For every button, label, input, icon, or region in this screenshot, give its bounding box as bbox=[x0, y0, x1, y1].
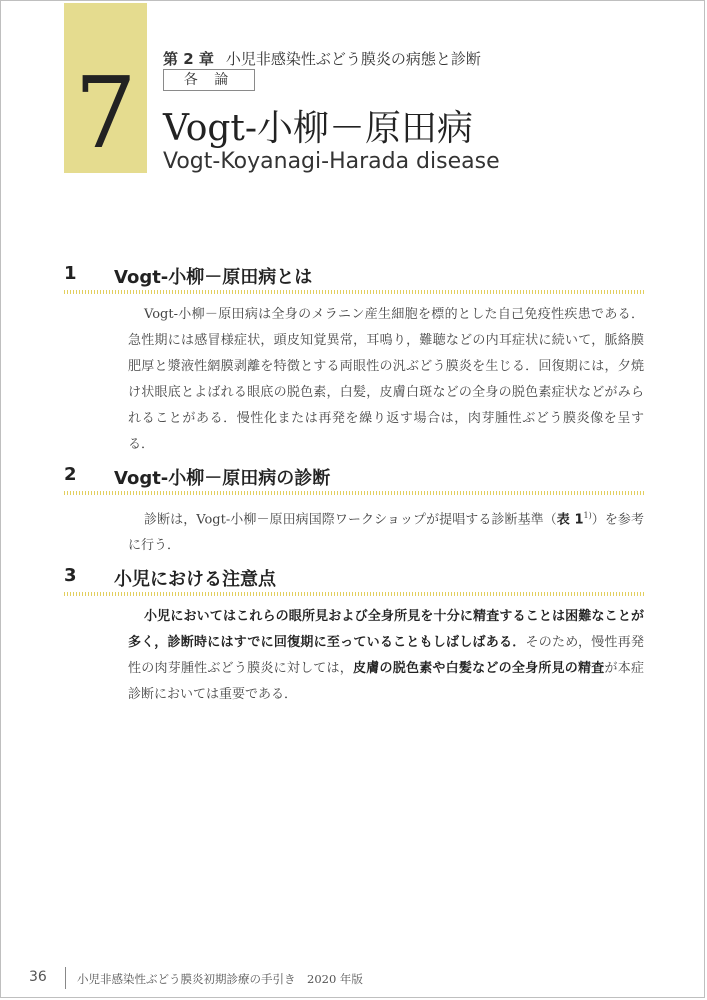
chapter-number-block bbox=[64, 3, 147, 173]
paragraph: 小児においてはこれらの眼所見および全身所見を十分に精査することは困難なことが多く，診断時にはすでに回復期に至っていることもしばしばある．そのため，慢性再発性の肉芽腫性ぶどう膜炎に対しては，皮膚の脱色素や白髪などの全身所見の精査が本症診断においては重要である． bbox=[128, 609, 645, 702]
section-heading bbox=[64, 565, 644, 591]
heading-rule bbox=[64, 491, 644, 495]
page-number: 36 bbox=[29, 969, 47, 985]
paragraph: Vogt‐小柳－原田病は全身のメラニン産生細胞を標的とした自己免疫性疾患である．急性期には感冒様症状，頭皮知覚異常，耳鳴り，難聴などの内耳症状に続いて，脈絡膜肥厚と漿液性網膜剥離を特徴とする両眼性の汎ぶどう膜炎を生じる．回復期には，夕焼け状眼底とよばれる眼底の脱色素，白髪，皮膚白斑などの全身の脱色素症状などがみられることがある．慢性化または再発を繰り返す場合は，肉芽腫性ぶどう膜炎像を呈する． bbox=[128, 307, 644, 452]
section-tag: 各 論 bbox=[163, 69, 255, 91]
section-number: 1 bbox=[64, 263, 77, 284]
citation-reference: 1) bbox=[583, 511, 592, 520]
section-3 bbox=[64, 565, 644, 708]
paragraph: 診断は，Vogt‐小柳－原田病国際ワークショップが提唱する診断基準（表 1$^{1)}$）を参考に行う． bbox=[128, 511, 644, 554]
section-body bbox=[64, 302, 644, 458]
section-number: 2 bbox=[64, 464, 77, 485]
section-number: 3 bbox=[64, 565, 77, 586]
section-body bbox=[64, 604, 644, 708]
section-title: 小児における注意点 bbox=[114, 569, 276, 590]
running-footer-title: 小児非感染性ぶどう膜炎初期診療の手引き 2020 年版 bbox=[77, 972, 363, 986]
chapter-label: 第 2 章 bbox=[163, 50, 214, 68]
heading-rule bbox=[64, 290, 644, 294]
section-heading bbox=[64, 263, 644, 289]
heading-rule bbox=[64, 592, 644, 596]
section-body bbox=[64, 503, 644, 559]
chapter-number: 7 bbox=[74, 57, 137, 171]
footer-divider bbox=[65, 967, 66, 989]
page-subtitle-english: Vogt-Koyanagi-Harada disease bbox=[163, 149, 500, 174]
section-2 bbox=[64, 464, 644, 559]
table-reference: 表 1 bbox=[556, 512, 584, 528]
chapter-title: 小児非感染性ぶどう膜炎の病態と診断 bbox=[225, 50, 481, 68]
section-title: Vogt‐小柳－原田病とは bbox=[114, 267, 313, 288]
emphasis-text: 小児においてはこれらの眼所見および全身所見を十分に精査することは困難なことが多く，診断時にはすでに回復期に至っていることもしばしばある． bbox=[128, 609, 644, 650]
section-1 bbox=[64, 263, 644, 458]
section-heading bbox=[64, 464, 644, 490]
emphasis-text: 皮膚の脱色素や白髪などの全身所見の精査 bbox=[353, 661, 605, 676]
chapter-heading bbox=[163, 48, 481, 69]
section-title: Vogt‐小柳－原田病の診断 bbox=[114, 468, 331, 489]
page-title: Vogt‐小柳－原田病 bbox=[163, 108, 474, 149]
